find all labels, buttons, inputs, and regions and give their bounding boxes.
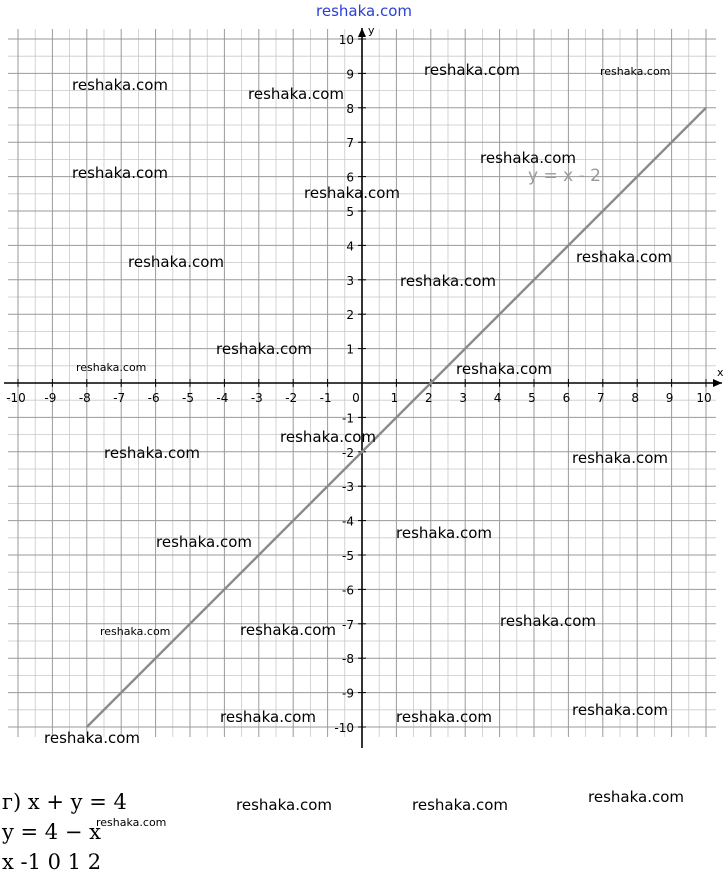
watermark: reshaka.com [156,533,252,551]
y-tick-label: -1 [342,411,354,426]
solution-line-equation: г) x + y = 4 [2,790,127,814]
y-tick-label: -4 [342,514,354,529]
x-tick-label: 0 [352,391,360,405]
axes [4,24,724,748]
y-axis-label: y [368,24,375,37]
site-header[interactable]: reshaka.com [316,2,412,20]
watermark: reshaka.com [400,272,496,290]
watermark: reshaka.com [104,444,200,462]
y-axis-arrow [358,28,366,37]
watermark: reshaka.com [396,524,492,542]
watermark: reshaka.com [72,164,168,182]
y-tick-label: 7 [346,136,354,151]
y-tick-label: -7 [342,617,354,632]
watermark: reshaka.com [576,248,672,266]
y-tick-label: 4 [346,239,354,254]
x-tick-label: 2 [424,391,433,405]
x-tick-label: -7 [113,391,126,405]
watermark: reshaka.com [96,816,167,829]
x-tick-label: -10 [6,391,26,405]
watermark: reshaka.com [500,612,596,630]
y-tick-label: 6 [346,170,354,185]
x-tick-labels [6,391,711,405]
watermark: reshaka.com [572,701,668,719]
watermark: reshaka.com [44,729,140,747]
x-tick-label: 7 [596,391,605,405]
watermark: reshaka.com [220,708,316,726]
x-tick-label: -5 [182,391,194,405]
y-tick-label: 3 [346,273,354,288]
watermark: reshaka.com [100,625,171,638]
watermark: reshaka.com [588,788,684,806]
x-axis-label: x [717,366,724,379]
watermark: reshaka.com [280,428,376,446]
y-tick-labels [334,33,354,735]
x-tick-label: -6 [147,391,160,405]
x-tick-label: -8 [78,391,91,405]
watermark: reshaka.com [240,621,336,639]
watermark: reshaka.com [216,340,312,358]
y-tick-label: -9 [342,686,354,701]
y-tick-label: -2 [342,445,354,460]
x-tick-label: 4 [493,391,502,405]
watermark: reshaka.com [236,796,332,814]
watermark: reshaka.com [76,361,147,374]
x-axis-arrow [713,379,722,387]
line-equation-label: y = x - 2 [528,166,601,186]
x-tick-label: 10 [696,391,712,405]
y-tick-label: -6 [342,583,354,598]
watermark: reshaka.com [412,796,508,814]
solution-line-table: x -1 0 1 2 [2,850,102,874]
x-tick-label: -1 [319,391,332,405]
watermark: reshaka.com [572,449,668,467]
watermark: reshaka.com [304,184,400,202]
y-tick-label: 2 [346,308,354,323]
x-tick-label: 5 [528,391,536,405]
watermark: reshaka.com [600,65,671,78]
y-tick-label: -3 [342,480,354,495]
watermark: reshaka.com [396,708,492,726]
x-tick-label: -2 [285,391,298,405]
x-tick-label: 3 [459,391,468,405]
y-tick-label: 9 [346,67,354,82]
y-tick-label: -8 [342,652,354,667]
x-tick-label: -4 [216,391,229,405]
x-tick-label: 6 [562,391,571,405]
y-tick-label: 5 [346,205,354,219]
x-tick-label: 8 [631,391,640,405]
x-tick-label: -3 [250,391,263,405]
y-tick-label: 10 [338,33,354,47]
watermark: reshaka.com [424,61,520,79]
watermark: reshaka.com [456,360,552,378]
y-tick-label: -5 [342,549,354,563]
y-tick-label: -10 [334,721,354,735]
chart-annotations [528,166,601,186]
x-tick-label: -9 [44,391,57,405]
watermark: reshaka.com [72,76,168,94]
watermark: reshaka.com [248,85,344,103]
watermark: reshaka.com [480,149,576,167]
watermark: reshaka.com [128,253,224,271]
coordinate-plane-chart [0,22,728,760]
x-tick-label: 1 [390,391,399,405]
y-tick-label: 8 [346,101,354,116]
x-tick-label: 9 [665,391,674,405]
solution-line-expression: y = 4 − x [2,820,101,844]
y-tick-label: 1 [346,342,354,357]
